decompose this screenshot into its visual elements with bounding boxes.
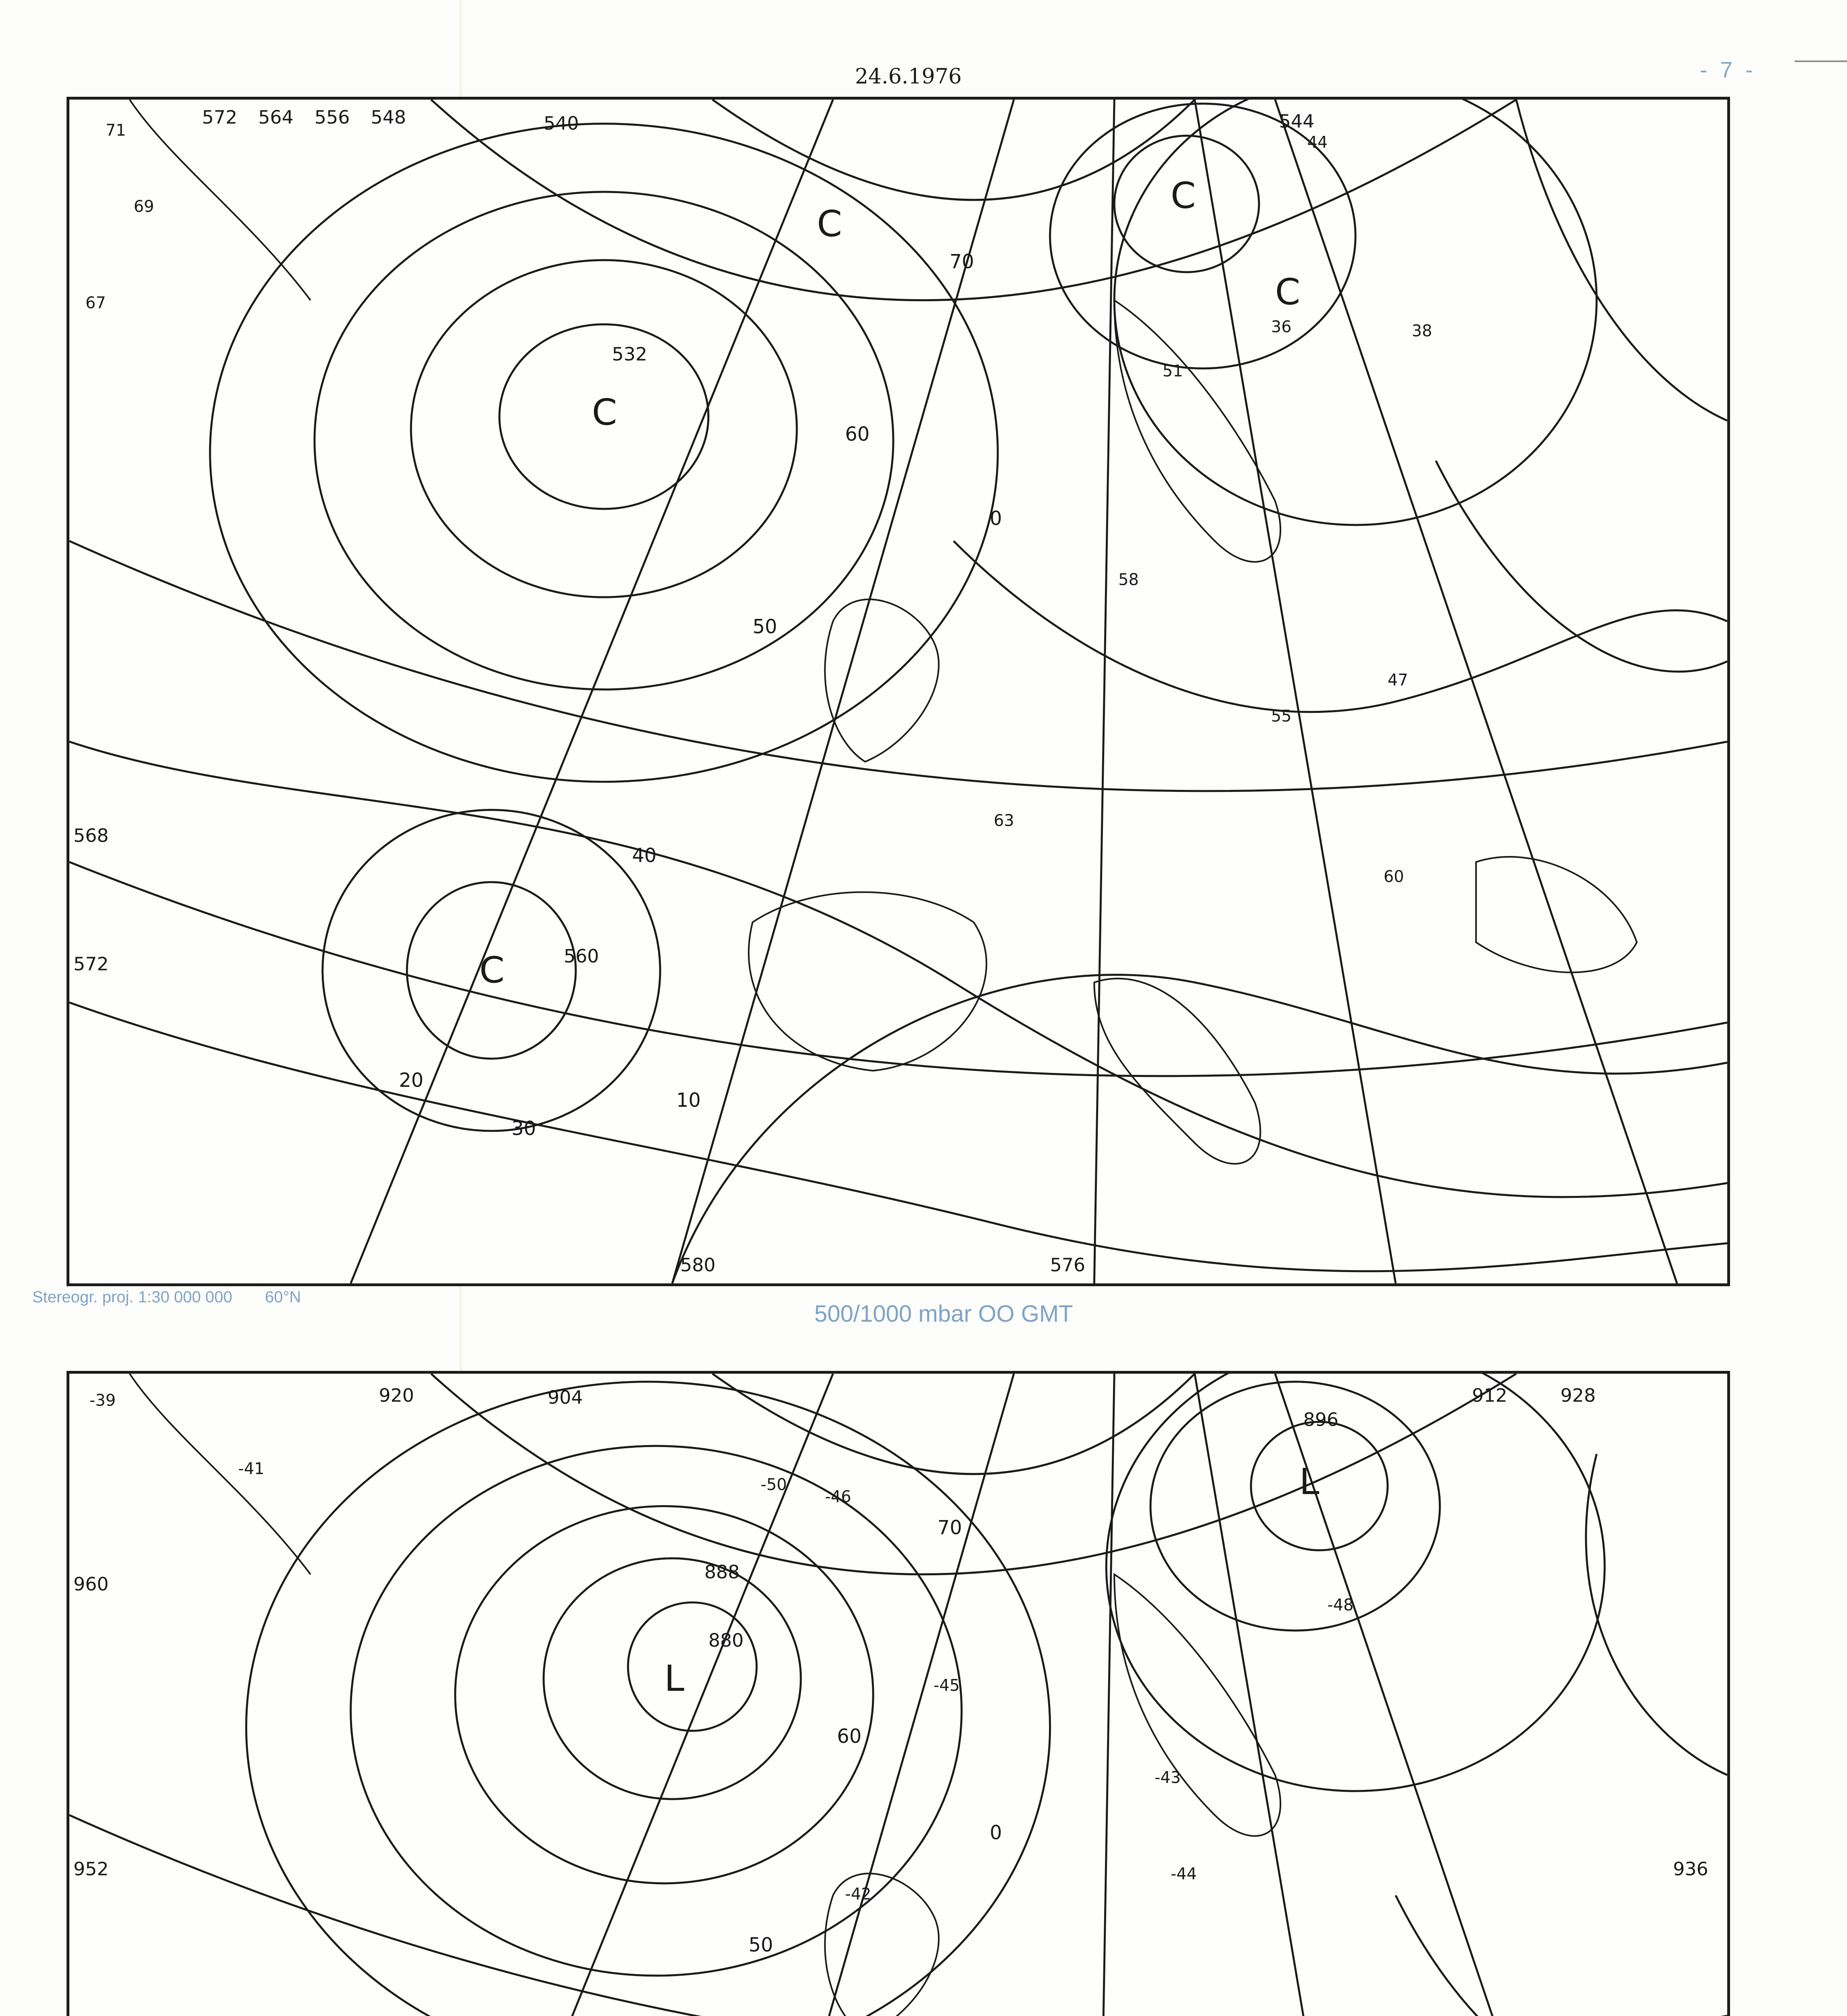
station-value: -45 [933,1676,960,1695]
contour-label: 572 [73,953,109,975]
thickness-label: 70 [937,1517,962,1539]
coastline-outlines [129,1374,1636,2016]
projection-scale: Stereogr. proj. 1:30 000 000 [32,1288,232,1306]
british-isles-outline [825,1874,939,2016]
contour-label: 912 [1472,1384,1507,1406]
low-center-label: C [817,203,842,245]
thickness-label: 60 [837,1725,862,1748]
station-value: 58 [1118,571,1139,589]
contour-label: 548 [371,106,406,128]
station-value: -46 [825,1487,851,1506]
contour-line [315,192,893,689]
meridian-line [672,100,1014,1283]
contour-label: 560 [563,945,599,967]
contour-label: 580 [680,1254,716,1276]
meridian-grid [69,1374,1727,2016]
contour-label: 572 [202,106,238,128]
contour-label: 568 [73,825,109,847]
map-500-1000-mbar [67,97,1730,1286]
pressure-centers [664,1461,1320,2016]
contour-line [628,1602,757,1731]
contour-line [69,1002,1727,1271]
chart-date: 24.6.1976 [855,65,962,89]
map-300-mbar [67,1371,1730,2016]
meridian-line [1195,1374,1395,2016]
thickness-label: 70 [949,251,974,273]
station-value: 69 [133,197,154,216]
low-center-label: C [592,392,617,434]
contour-line [1516,100,1727,421]
station-value: -39 [89,1391,116,1410]
greenland-coast [129,100,310,300]
station-value: 47 [1387,671,1408,690]
contour-line [1151,1382,1440,1631]
thickness-label: 50 [753,616,778,638]
latitude-line [713,100,1195,200]
contour-value-labels [73,1385,1708,2016]
station-value: 44 [1307,133,1328,152]
station-value: 67 [85,294,106,312]
station-value: -43 [1154,1768,1181,1787]
greenland-coast [129,1374,310,1574]
contour-label: 532 [612,343,647,365]
station-value: -50 [761,1475,787,1494]
meridian-grid [69,100,1727,1283]
isohypse-contours [69,100,1727,1283]
thickness-label: 10 [676,1089,701,1112]
scandinavia-outline [1114,300,1280,562]
meridian-line [1275,1374,1677,2016]
station-value: 36 [1271,318,1292,337]
station-value: 51 [1162,362,1183,381]
contour-label: 928 [1560,1384,1596,1406]
thickness-label: 0 [990,507,1002,530]
low-center-label: C [479,949,505,991]
map-300-svg [69,1374,1727,2016]
page-number: - 7 - [1700,57,1756,82]
thickness-label: 30 [511,1117,536,1140]
contour-label: 576 [1050,1254,1086,1276]
station-value: 38 [1411,322,1432,341]
contour-label: 564 [258,106,294,128]
contour-label: 896 [1303,1408,1339,1431]
low-center-label: C [1170,175,1196,217]
black-sea-outline [1476,857,1637,973]
thickness-labels [399,251,1002,1140]
italy-outline [1094,979,1260,1164]
station-value: 63 [994,811,1014,830]
meridian-line [351,1374,833,2016]
latitude-line [69,541,1727,791]
station-value: -44 [1170,1865,1197,1884]
contour-label: 880 [708,1629,744,1651]
contour-line [1114,100,1597,525]
contour-line [69,741,1727,1197]
station-value: 55 [1271,707,1292,726]
contour-label: 888 [704,1561,740,1583]
scandinavia-outline [1114,1574,1280,1836]
contour-line [1586,1454,1727,1775]
map1-caption: 500/1000 mbar OO GMT [814,1301,1073,1327]
latitude-line [713,1374,1195,1474]
station-values [85,121,1432,886]
station-value: -42 [845,1885,871,1904]
station-value: 71 [105,121,126,140]
isohypse-contours [69,1374,1727,2016]
contour-line [246,1382,1050,2016]
thickness-label: 60 [845,423,870,446]
contour-label: 540 [543,112,579,134]
projection-note [32,1288,329,1306]
contour-line [954,541,1727,712]
station-values [90,1391,1354,2016]
contour-label: 544 [1279,110,1315,132]
coastline-outlines [129,100,1636,1164]
thickness-label: 0 [990,1822,1002,1844]
page-header-rule [1795,60,1847,62]
contour-label: 920 [379,1384,414,1406]
station-value: 60 [1383,867,1404,886]
latitude-line [69,1815,1727,2016]
thickness-label: 40 [632,845,657,867]
map-500-1000-svg [69,100,1727,1283]
contour-label: 904 [547,1386,583,1408]
low-center-label: L [664,1658,684,1700]
low-center-label: C [1275,271,1301,313]
contour-label: 952 [73,1858,109,1880]
contour-label: 936 [1673,1858,1708,1880]
meridian-line [351,100,833,1283]
station-value: -48 [1327,1596,1354,1615]
contour-line [1396,1895,1727,2016]
thickness-label: 50 [748,1934,773,1957]
pressure-centers [479,175,1301,991]
contour-label: 960 [73,1573,109,1595]
meridian-line [1094,1374,1114,2016]
contour-label: 556 [314,106,350,128]
low-center-label: L [1299,1461,1320,1503]
station-value: -41 [238,1459,265,1478]
projection-latitude: 60°N [265,1288,301,1306]
british-isles-outline [825,600,939,762]
thickness-label: 20 [399,1069,424,1092]
meridian-line [1275,100,1677,1283]
